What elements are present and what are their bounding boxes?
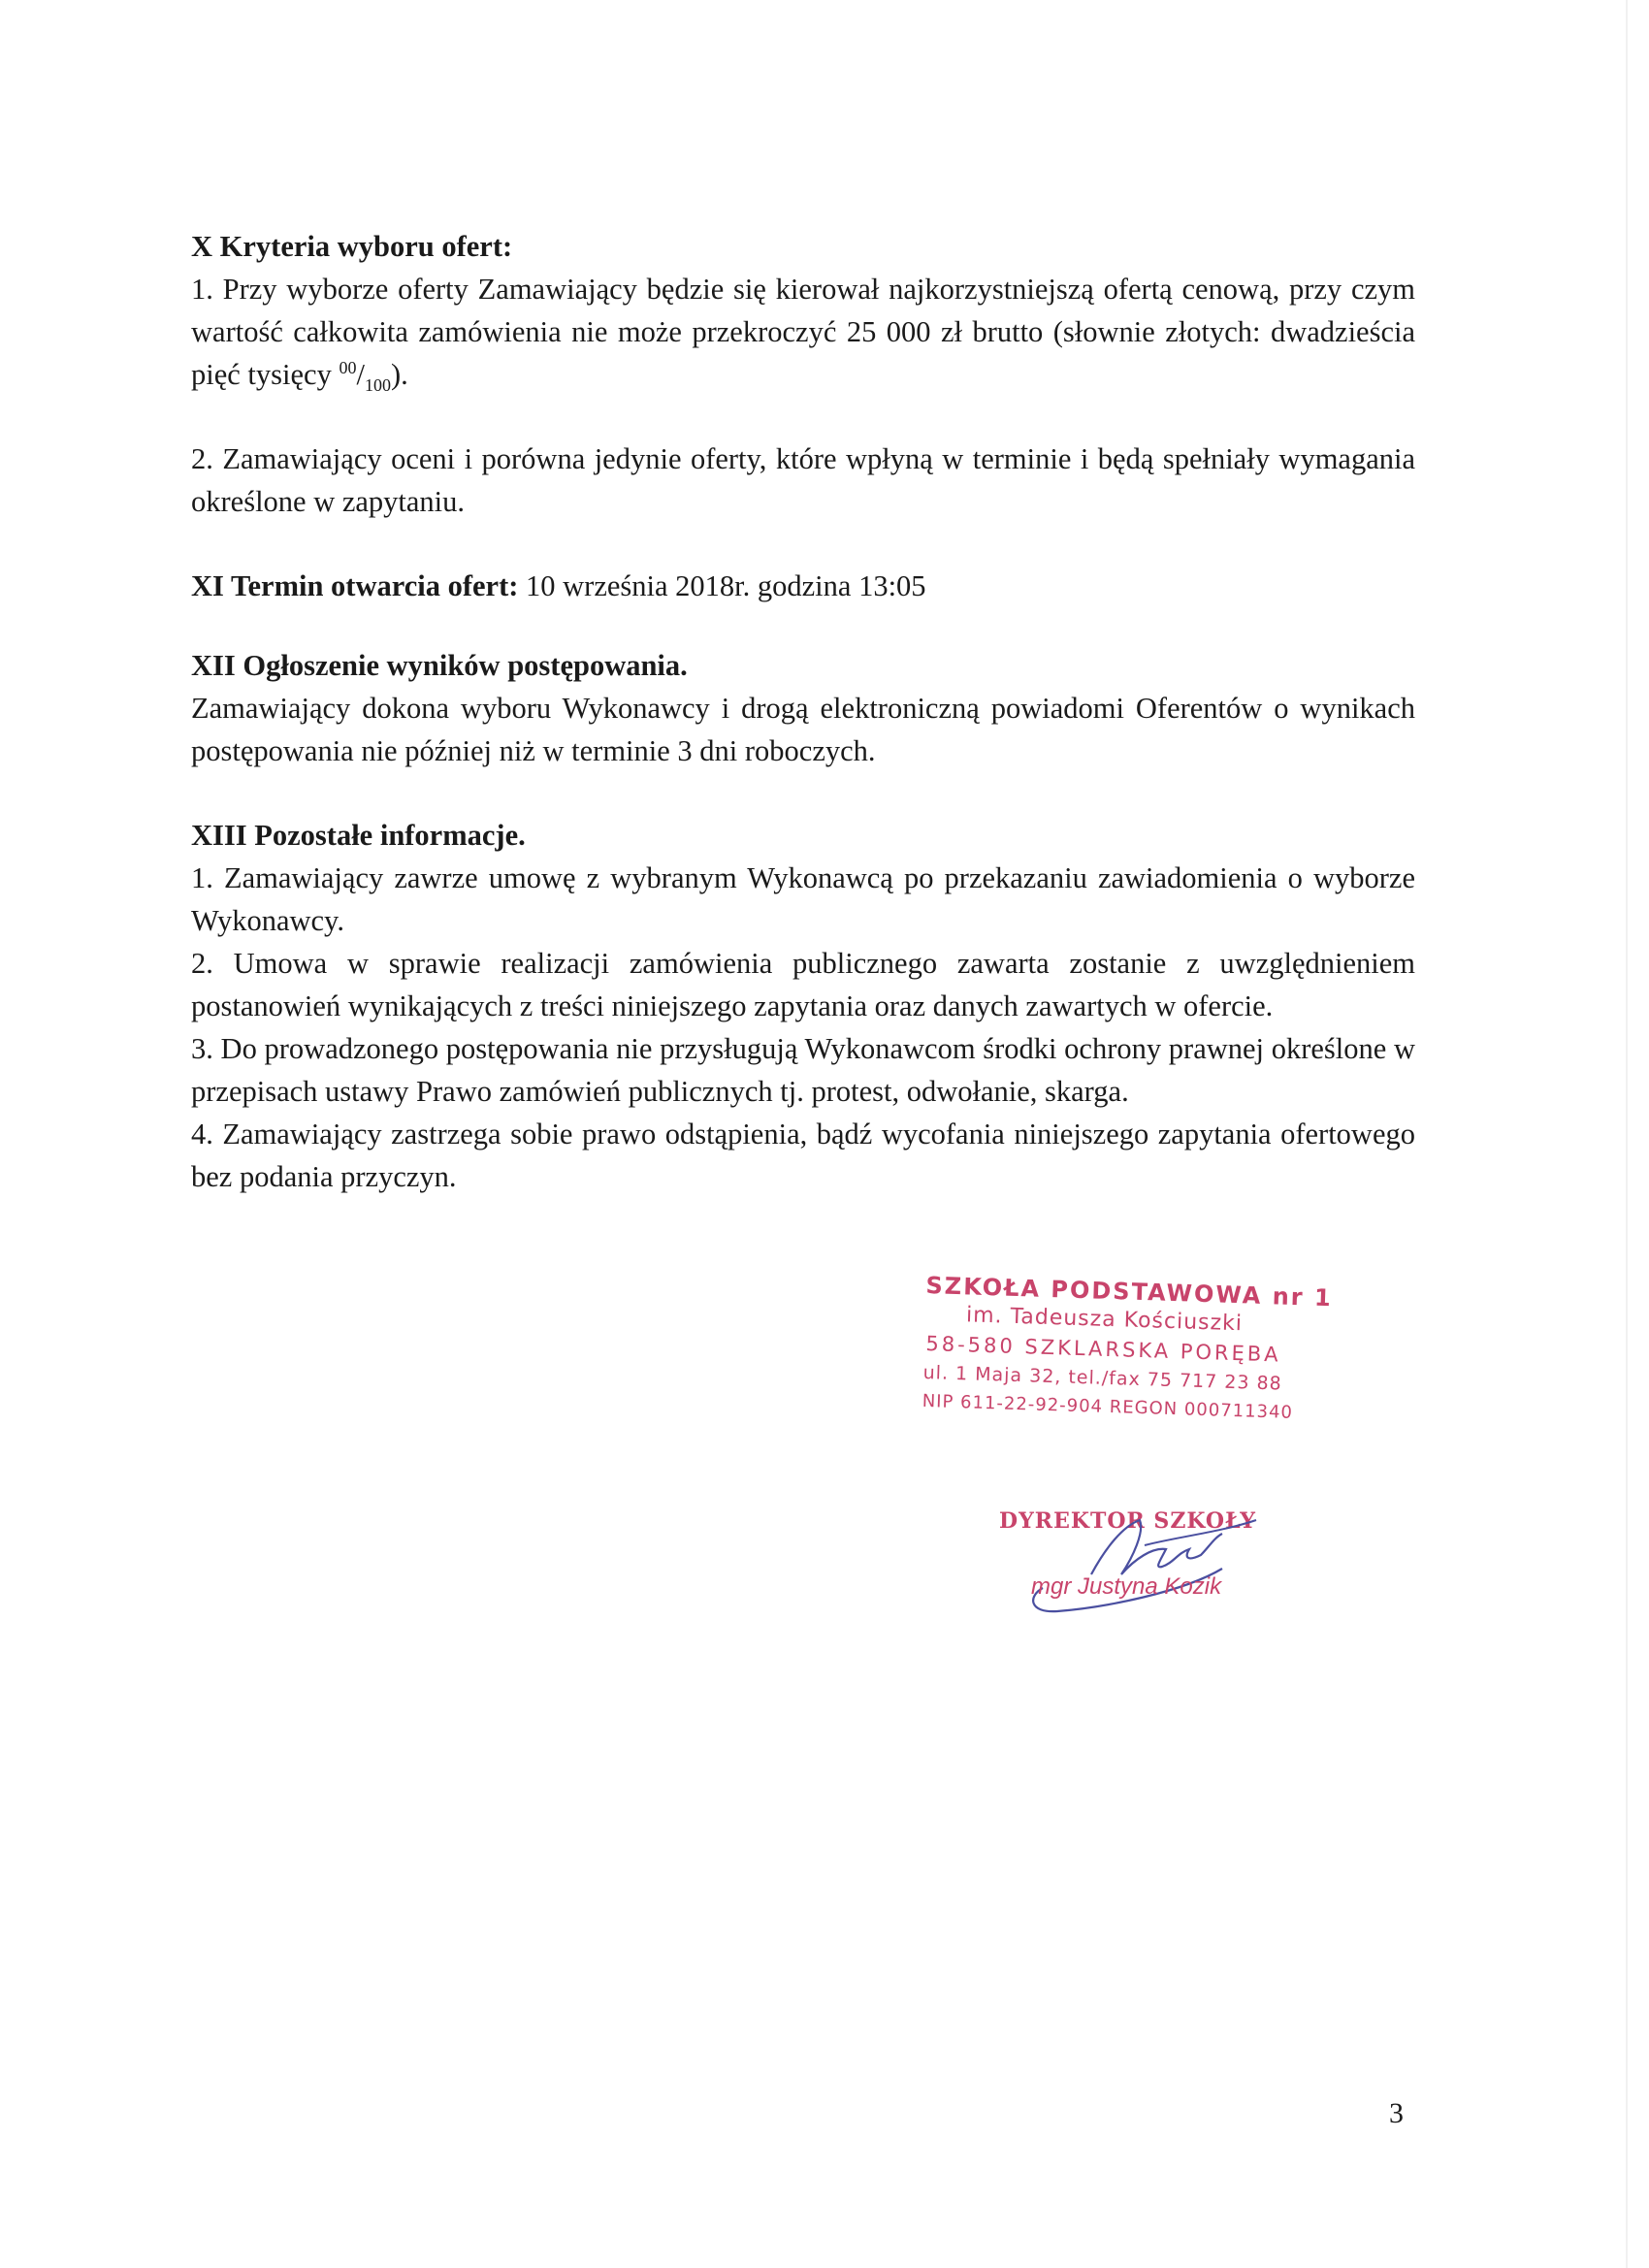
section-xii-heading: XII Ogłoszenie wyników postępowania. [191, 649, 688, 682]
fraction-slash: / [356, 358, 365, 391]
section-xiii-item-1: 1. Zamawiający zawrze umowę z wybranym Wykonawcą po przekazaniu zawiadomienia o wyborze Wykonawcy. [191, 861, 1415, 937]
section-x [191, 225, 1415, 396]
stamp-line-5: NIP 611-22-92-904 REGON 000711340 [922, 1390, 1294, 1423]
section-xi-line [191, 565, 1415, 607]
scan-edge [1626, 0, 1628, 2268]
document-body [191, 225, 1415, 1240]
section-x-point-2-block [191, 437, 1415, 523]
fraction-denominator: 100 [364, 375, 391, 396]
section-xi-value: 10 września 2018r. godzina 13:05 [518, 569, 926, 602]
section-x-point-1-text: 1. Przy wyborze oferty Zamawiający będzie się kierował najkorzystniejszą ofertą cenową, przy czym wartość całkowita zamówienia nie może przekroczyć 25 000 zł brutto (słownie złotych: dwadzieścia pięć tysięcy [191, 273, 1415, 391]
section-x-point-2: 2. Zamawiający oceni i porówna jedynie oferty, które wpłyną w terminie i będą spełniały wymagania określone w zapytaniu. [191, 442, 1415, 518]
school-stamp [922, 1271, 1334, 1428]
director-name: mgr Justyna Kozik [1031, 1573, 1222, 1600]
section-xi-heading: XI Termin otwarcia ofert: [191, 569, 519, 602]
director-title: DYREKTOR SZKOŁY [999, 1508, 1256, 1534]
section-x-point-1 [191, 268, 1415, 396]
section-x-point-1-end: ). [390, 358, 408, 391]
stamp-line-1: SZKOŁA PODSTAWOWA nr 1 [925, 1271, 1334, 1312]
section-xiii-item-4: 4. Zamawiający zastrzega sobie prawo odstąpienia, bądź wycofania niniejszego zapytania ofertowego bez podania przyczyn. [191, 1118, 1415, 1193]
handwritten-signature [999, 1499, 1310, 1625]
section-xii [191, 644, 1415, 772]
stamp-line-2: im. Tadeusza Kościuszki [965, 1303, 1244, 1337]
section-xii-text: Zamawiający dokona wyboru Wykonawcy i drogą elektroniczną powiadomi Oferentów o wynikach postępowania nie później niż w terminie 3 dni roboczych. [191, 692, 1415, 767]
section-x-heading: X Kryteria wyboru ofert: [191, 230, 513, 263]
fraction-numerator: 00 [339, 357, 357, 377]
section-xiii-item-3: 3. Do prowadzonego postępowania nie przysługują Wykonawcom środki ochrony prawnej określone w przepisach ustawy Prawo zamówień publicznych tj. protest, odwołanie, skarga. [191, 1032, 1415, 1108]
stamp-line-4: ul. 1 Maja 32, tel./fax 75 717 23 88 [922, 1361, 1283, 1395]
section-xi [191, 565, 1415, 607]
stamp-line-3: 58-580 SZKLARSKA PORĘBA [925, 1332, 1281, 1367]
page-number: 3 [1389, 2097, 1404, 2129]
section-xiii-heading: XIII Pozostałe informacje. [191, 819, 526, 852]
section-xiii [191, 814, 1415, 1198]
section-xiii-item-2: 2. Umowa w sprawie realizacji zamówienia publicznego zawarta zostanie z uwzględnieniem postanowień wynikających z treści niniejszego zapytania oraz danych zawartych w ofercie. [191, 947, 1415, 1022]
